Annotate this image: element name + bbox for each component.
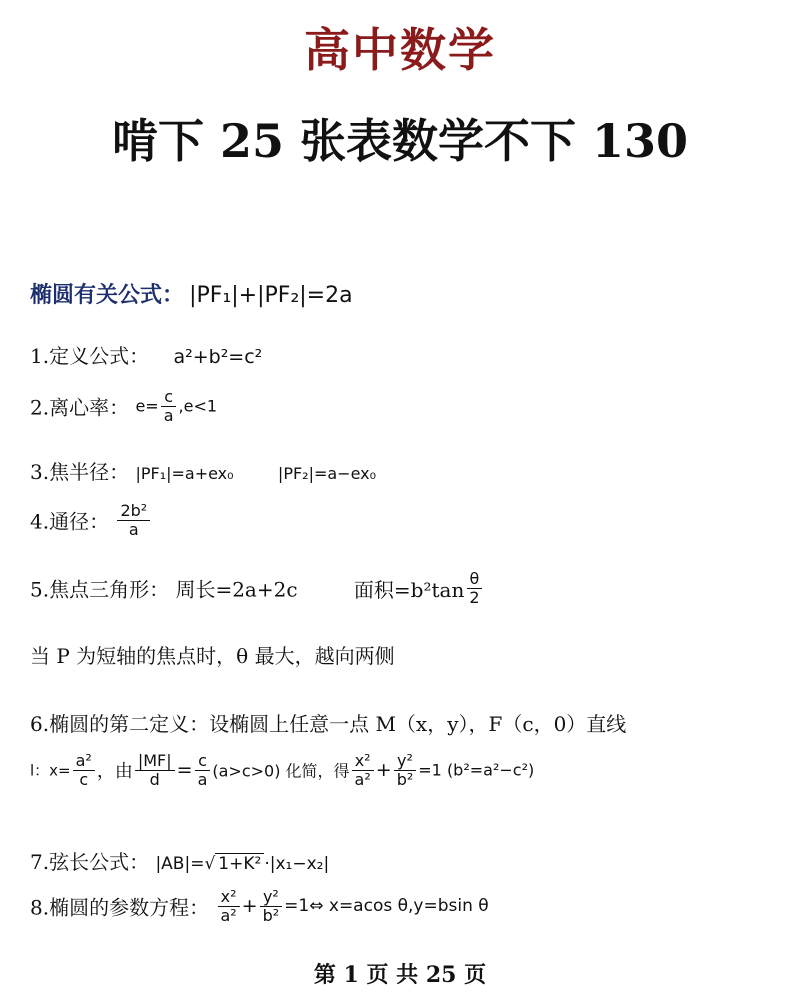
item2-e: e= bbox=[135, 396, 159, 416]
heading-formula: |PF₁|+|PF₂|=2a bbox=[189, 283, 353, 308]
item5-label: 5.焦点三角形： bbox=[30, 577, 170, 602]
item6-y-den: b² bbox=[396, 769, 414, 789]
item7-sqrt: 1+K² bbox=[215, 853, 264, 874]
item3-f1: |PF₁|=a+ex₀ bbox=[135, 464, 234, 483]
item6-l-den: c bbox=[79, 769, 89, 789]
item8-x-num: x² bbox=[218, 888, 240, 907]
item8-y-den: b² bbox=[262, 905, 280, 925]
item6-cond: (a>c>0) 化简，得 bbox=[212, 761, 350, 781]
item7-pre: |AB|=√ bbox=[155, 854, 216, 874]
item-5-note: 当 P 为短轴的焦点时，θ 最大，越向两侧 bbox=[30, 644, 395, 668]
item5-num: θ bbox=[467, 570, 483, 589]
item6-mf-den: d bbox=[149, 769, 160, 789]
item6-l: l：x= bbox=[30, 761, 71, 780]
heading-label: 椭圆有关公式： bbox=[30, 282, 185, 308]
item6-x-num: x² bbox=[352, 752, 374, 771]
item2-num: c bbox=[161, 388, 176, 407]
item6-y-num: y² bbox=[394, 752, 416, 771]
item2-tail: ,e<1 bbox=[178, 396, 218, 416]
item6-x-den: a² bbox=[354, 769, 371, 789]
item-3 bbox=[30, 456, 376, 485]
page-footer: 第 1 页 共 25 页 bbox=[313, 962, 487, 988]
item6-mf-num: |MF| bbox=[135, 752, 175, 771]
item-6-line2 bbox=[30, 752, 534, 788]
item-6-line1: 6.椭圆的第二定义：设椭圆上任意一点 M（x，y），F（c，0）直线 bbox=[30, 712, 627, 736]
item4-num: 2b² bbox=[117, 502, 150, 521]
item8-tail: =1⇔ x=acos θ,y=bsin θ bbox=[284, 896, 489, 917]
item-8 bbox=[30, 888, 489, 924]
item4-label: 4.通径： bbox=[30, 509, 110, 534]
item-4 bbox=[30, 502, 152, 538]
item6-c-num: c bbox=[195, 752, 210, 771]
item6-plus: + bbox=[375, 759, 392, 782]
item2-den: a bbox=[163, 405, 174, 425]
item-7 bbox=[30, 846, 329, 875]
item6-tail: =1 (b²=a²−c²) bbox=[418, 760, 535, 780]
page-title: 高中数学 bbox=[304, 23, 496, 77]
item-1 bbox=[30, 340, 262, 369]
item6-by: ，由 bbox=[96, 761, 133, 783]
page-subtitle: 啃下 25 张表数学不下 130 bbox=[111, 114, 689, 168]
item-2 bbox=[30, 388, 217, 424]
item5-perimeter: 周长=2a+2c bbox=[175, 577, 298, 602]
item8-label: 8.椭圆的参数方程： bbox=[30, 895, 210, 920]
item1-label: 1.定义公式： bbox=[30, 344, 150, 368]
item2-label: 2.离心率： bbox=[30, 395, 130, 420]
item5-den: 2 bbox=[469, 587, 480, 607]
item6-l-num: a² bbox=[73, 752, 95, 771]
item4-den: a bbox=[128, 519, 139, 539]
item1-formula: a²+b²=c² bbox=[173, 346, 263, 368]
item7-post: ·|x₁−x₂| bbox=[264, 854, 330, 874]
item-5 bbox=[30, 570, 485, 606]
item5-area-label: 面积=b²tan bbox=[353, 577, 465, 602]
ellipse-heading bbox=[30, 278, 353, 309]
item3-label: 3.焦半径： bbox=[30, 460, 130, 484]
item8-plus: + bbox=[241, 895, 258, 918]
item6-c-den: a bbox=[197, 769, 208, 789]
item3-f2: |PF₂|=a−ex₀ bbox=[277, 464, 377, 483]
item6-eq: = bbox=[176, 759, 193, 782]
item8-y-num: y² bbox=[260, 888, 282, 907]
item7-label: 7.弦长公式： bbox=[30, 850, 150, 874]
item8-x-den: a² bbox=[220, 905, 237, 925]
